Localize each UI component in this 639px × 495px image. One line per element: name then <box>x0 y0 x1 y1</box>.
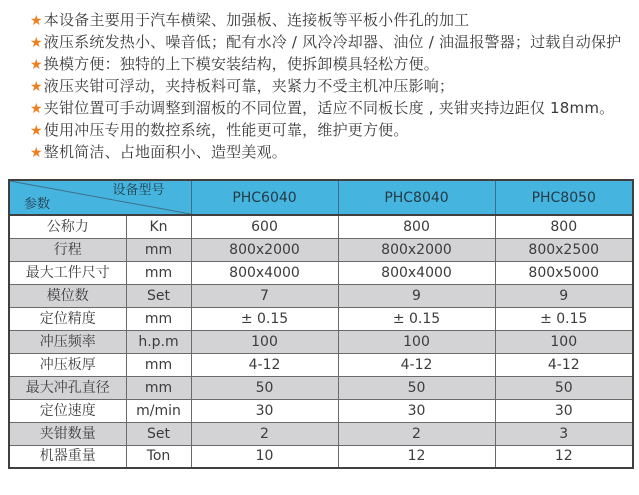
table-row <box>9 422 633 445</box>
corner-label-model: 设备型号 <box>112 183 165 198</box>
param-unit: h.p.m <box>126 330 191 353</box>
param-value: 10 <box>191 445 338 468</box>
table-row <box>9 261 633 284</box>
star-bullet-icon: ★ <box>30 101 43 117</box>
param-value: 4-12 <box>495 353 633 376</box>
spec-table <box>8 179 634 469</box>
param-value: 800x4000 <box>191 261 338 284</box>
param-value: ± 0.15 <box>191 307 338 330</box>
param-label: 最大工件尺寸 <box>9 261 126 284</box>
param-value: 800x2000 <box>338 238 495 261</box>
param-label: 夹钳数量 <box>9 422 126 445</box>
param-unit: m/min <box>126 399 191 422</box>
param-label: 行程 <box>9 238 126 261</box>
param-value: 50 <box>495 376 633 399</box>
feature-item <box>30 97 629 119</box>
feature-text: 使用冲压专用的数控系统，性能更可靠，维护更方便。 <box>43 121 409 139</box>
param-value: 100 <box>191 330 338 353</box>
model-column-header: PHC6040 <box>191 180 338 215</box>
table-row <box>9 376 633 399</box>
param-value: 2 <box>191 422 338 445</box>
param-value: 12 <box>338 445 495 468</box>
param-value: 800 <box>495 215 633 238</box>
param-label: 模位数 <box>9 284 126 307</box>
param-value: 9 <box>495 284 633 307</box>
table-corner-cell <box>9 180 191 215</box>
star-bullet-icon: ★ <box>30 79 43 95</box>
star-bullet-icon: ★ <box>30 123 43 139</box>
param-label: 机器重量 <box>9 445 126 468</box>
param-label: 定位精度 <box>9 307 126 330</box>
feature-text: 液压系统发热小、噪音低；配有水冷 / 风冷冷却器、油位 / 油温报警器；过载自动保护 <box>43 33 622 51</box>
spec-table-header <box>9 180 633 215</box>
table-row <box>9 284 633 307</box>
param-value: 800x2000 <box>191 238 338 261</box>
param-value: ± 0.15 <box>338 307 495 330</box>
star-bullet-icon: ★ <box>30 13 43 29</box>
table-row <box>9 399 633 422</box>
param-value: 3 <box>495 422 633 445</box>
table-row <box>9 330 633 353</box>
feature-item <box>30 53 629 75</box>
model-column-header: PHC8050 <box>495 180 633 215</box>
feature-item <box>30 141 629 163</box>
param-value: 30 <box>495 399 633 422</box>
feature-text: 液压夹钳可浮动，夹持板料可靠，夹紧力不受主机冲压影响； <box>43 77 455 95</box>
model-column-header: PHC8040 <box>338 180 495 215</box>
table-row <box>9 215 633 238</box>
param-value: 30 <box>191 399 338 422</box>
param-label: 最大冲孔直径 <box>9 376 126 399</box>
table-row <box>9 445 633 468</box>
feature-item <box>30 31 629 53</box>
param-value: 50 <box>338 376 495 399</box>
param-value: 30 <box>338 399 495 422</box>
table-row <box>9 353 633 376</box>
param-label: 冲压板厚 <box>9 353 126 376</box>
table-row <box>9 238 633 261</box>
param-unit: Set <box>126 422 191 445</box>
param-value: 4-12 <box>191 353 338 376</box>
param-value: 800x4000 <box>338 261 495 284</box>
param-value: 100 <box>495 330 633 353</box>
param-value: 600 <box>191 215 338 238</box>
param-unit: Set <box>126 284 191 307</box>
param-label: 公称力 <box>9 215 126 238</box>
table-row <box>9 307 633 330</box>
param-unit: Ton <box>126 445 191 468</box>
header-row <box>9 180 633 215</box>
param-value: 800 <box>338 215 495 238</box>
feature-list <box>0 0 639 163</box>
spec-table-body <box>9 215 633 468</box>
param-value: 9 <box>338 284 495 307</box>
feature-item <box>30 9 629 31</box>
param-unit: mm <box>126 238 191 261</box>
param-value: 800x2500 <box>495 238 633 261</box>
corner-label-param: 参数 <box>24 197 51 212</box>
param-value: 800x5000 <box>495 261 633 284</box>
feature-text: 整机简洁、占地面积小、造型美观。 <box>43 143 287 161</box>
param-value: 12 <box>495 445 633 468</box>
param-value: 4-12 <box>338 353 495 376</box>
star-bullet-icon: ★ <box>30 145 43 161</box>
param-value: 2 <box>338 422 495 445</box>
star-bullet-icon: ★ <box>30 57 43 73</box>
param-unit: mm <box>126 261 191 284</box>
star-bullet-icon: ★ <box>30 35 43 51</box>
param-value: ± 0.15 <box>495 307 633 330</box>
param-unit: mm <box>126 376 191 399</box>
feature-text: 夹钳位置可手动调整到溜板的不同位置，适应不同板长度 , 夹钳夹持边距仅 18mm。 <box>43 99 615 117</box>
param-unit: Kn <box>126 215 191 238</box>
param-unit: mm <box>126 307 191 330</box>
param-unit: mm <box>126 353 191 376</box>
param-label: 冲压频率 <box>9 330 126 353</box>
feature-item <box>30 119 629 141</box>
param-value: 100 <box>338 330 495 353</box>
param-label: 定位速度 <box>9 399 126 422</box>
param-value: 50 <box>191 376 338 399</box>
param-value: 7 <box>191 284 338 307</box>
feature-text: 本设备主要用于汽车横梁、加强板、连接板等平板小件孔的加工 <box>43 11 470 29</box>
feature-item <box>30 75 629 97</box>
feature-text: 换模方便：独特的上下模安装结构，使拆卸模具轻松方便。 <box>43 55 439 73</box>
